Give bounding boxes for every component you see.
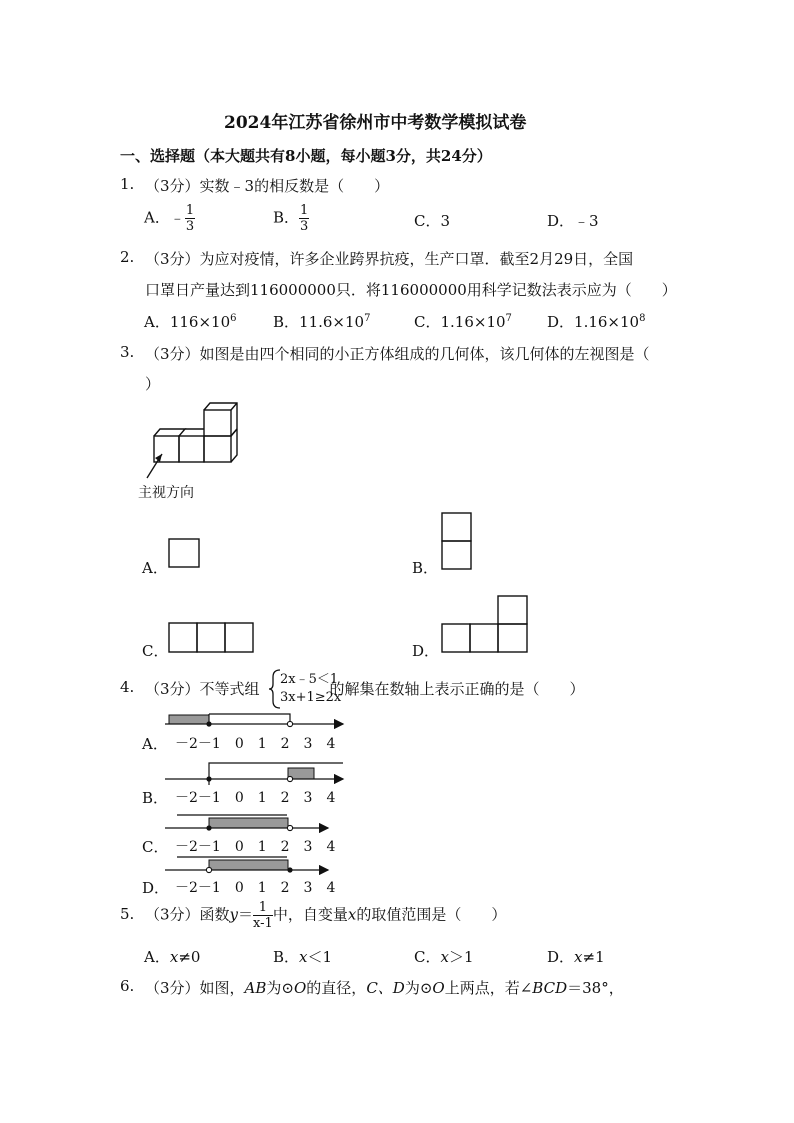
axis-tick-labels: －2－1 0 1 2 3 4 [175,880,336,896]
variable-x: x [169,948,179,966]
points-c-d: C、D [366,979,405,997]
stem-text: 中，自变量 [272,905,348,924]
question-3-stem-line2: ） [145,375,161,393]
question-1-option-a [144,203,195,234]
question-3-stem-line1: （3分）如图是由四个相同的小正方体组成的几何体，该几何体的左视图是（ [145,345,650,363]
question-6-number: 6. [120,977,135,995]
segment-ab: AB [244,979,267,997]
relation: ≠1 [582,948,605,966]
option-label: A． [144,208,170,227]
option-c-figure [168,622,258,654]
axis-tick-labels: －2－1 0 1 2 3 4 [175,736,336,752]
question-4-option-a-label: A． [142,735,168,753]
question-2-option-d [547,311,645,332]
option-label: B． [273,208,300,227]
variable-y: y [229,905,239,924]
option-text: A．116×10 [144,313,231,331]
question-5-number: 5. [120,905,135,923]
stem-text: 的解集在数轴上表示正确的是（ ） [329,680,585,698]
stem-text: （3分）不等式组 [145,680,260,698]
question-5-option-a [144,946,200,967]
cube-solid-figure [140,398,250,488]
question-5-option-b [273,946,332,967]
option-text: D．1.16×10 [547,313,640,331]
denominator: 3 [185,219,195,234]
option-a-figure [168,538,204,570]
question-2-stem-line2: 口罩日产量达到116000000只．将116000000用科学记数法表示应为（ ） [145,281,677,299]
question-2-stem-line1: （3分）为应对疫情，许多企业跨界抗疫，生产口罩．截至2月29日，全国 [145,250,634,268]
question-4-option-b-label: B． [142,789,169,807]
axis-tick-labels: －2－1 0 1 2 3 4 [175,839,336,855]
question-4-stem [145,678,585,699]
stem-text: 的取值范围是（ ） [356,905,507,924]
numerator: 1 [253,900,273,916]
question-4-number: 4. [120,678,135,696]
question-1-option-b [273,203,309,234]
option-label: B． [273,948,300,966]
number-line-c [165,815,328,831]
question-2-number: 2. [120,248,135,266]
question-3-option-d-label: D． [412,642,440,660]
angle-bcd: BCD [532,979,568,997]
option-text: C．1.16×10 [414,313,506,331]
relation: ＜1 [307,948,333,966]
section-heading: 一、选择题（本大题共有8小题，每小题3分，共24分） [120,147,492,165]
question-3-option-c-label: C． [142,642,169,660]
option-d-figure [441,595,533,655]
question-5-stem [145,900,506,931]
question-1-stem: （3分）实数﹣3的相反数是（ ） [145,177,390,195]
variable-x: x [440,948,449,966]
number-line-d [165,857,328,873]
numerator: 1 [185,203,195,218]
stem-text: （3分）如图， [145,979,245,997]
question-3-number: 3. [120,343,135,361]
option-label: A． [144,948,170,966]
question-4-option-d-label: D． [142,879,170,897]
stem-text: ＝38°， [567,979,624,997]
question-5-option-d [547,946,605,967]
numerator: 1 [300,203,309,218]
option-b-figure [441,512,475,572]
question-6-stem [145,977,624,998]
fraction [253,900,273,931]
minus-sign: ﹣ [169,208,185,227]
inequality-2: 3x+1≥2x [280,690,342,705]
relation: ≠0 [178,948,201,966]
stem-text: 上两点，若∠ [444,979,533,997]
figure-caption: 主视方向 [138,485,194,501]
exponent: 6 [230,313,237,324]
denominator: x-1 [253,916,273,931]
equals-sign: ＝ [238,905,254,924]
fraction [185,203,195,234]
number-line-a [165,714,343,727]
inequality-1: 2x﹣5＜1 [280,672,339,687]
stem-text: 的直径， [306,979,367,997]
exponent: 7 [505,313,512,324]
axis-tick-labels: －2－1 0 1 2 3 4 [175,790,336,806]
variable-x: x [574,948,583,966]
variable-x: x [299,948,308,966]
point-o: O [432,979,445,997]
relation: ＞1 [448,948,474,966]
question-2-option-c [414,311,512,332]
stem-text: （3分）函数 [145,905,230,924]
number-line-b [165,763,343,785]
question-1-option-c: C．3 [414,212,451,230]
stem-text: 为⊙ [266,979,294,997]
question-1-number: 1. [120,175,135,193]
exponent: 7 [364,313,371,324]
question-2-option-a [144,311,237,332]
question-2-option-b [273,311,370,332]
exponent: 8 [639,313,646,324]
question-5-option-c [414,946,474,967]
denominator: 3 [300,219,309,234]
page-title: 2024年江苏省徐州市中考数学模拟试卷 [224,113,527,133]
option-label: D． [547,948,575,966]
fraction [299,203,309,234]
option-text: B．11.6×10 [273,313,365,331]
question-4-option-c-label: C． [142,838,169,856]
question-3-option-b-label: B． [412,559,439,577]
point-o: O [293,979,307,997]
stem-text: 为⊙ [404,979,433,997]
question-3-option-a-label: A． [142,559,168,577]
question-1-option-d: D．﹣3 [547,212,599,230]
option-label: C． [414,948,441,966]
variable-x: x [347,905,357,924]
